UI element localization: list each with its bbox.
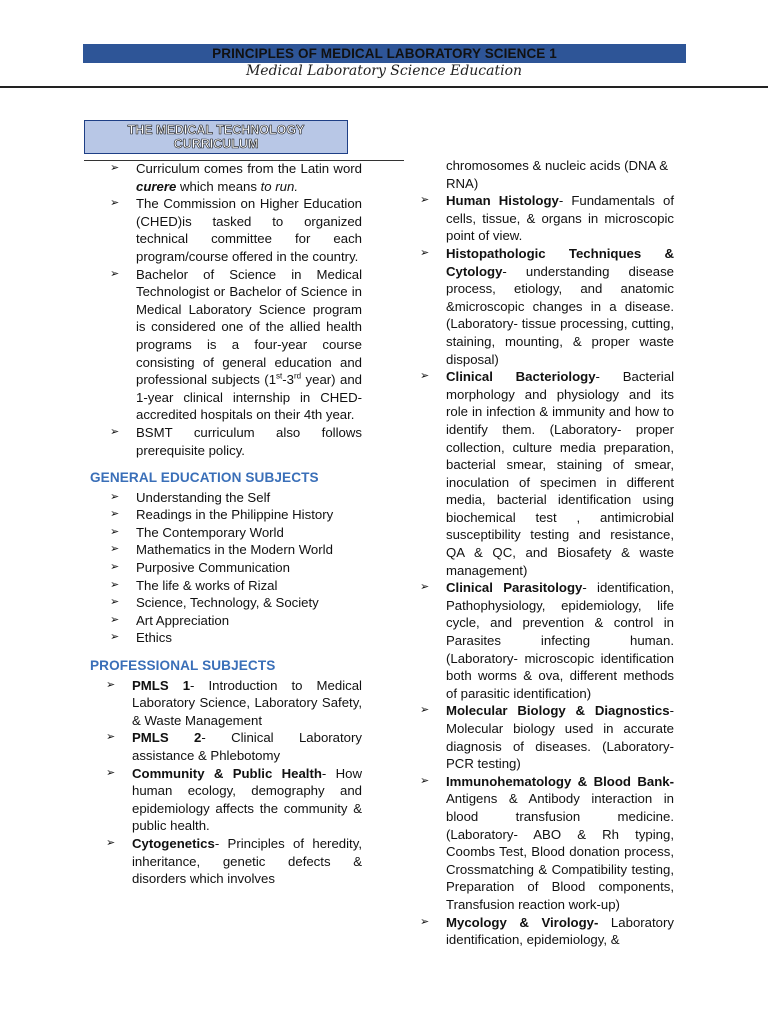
arrow-bullet-icon: ➢: [420, 370, 430, 383]
professional-subjects-heading: PROFESSIONAL SUBJECTS: [90, 658, 276, 674]
arrow-bullet-icon: ➢: [106, 731, 116, 744]
arrow-bullet-icon: ➢: [110, 596, 120, 609]
section-title-box: [84, 120, 348, 154]
list-item: [420, 245, 674, 368]
list-item: [420, 368, 674, 579]
subject-description: - How human ecology, demography and epidemiology affects the community & public health.: [132, 765, 363, 834]
document-title: PRINCIPLES OF MEDICAL LABORATORY SCIENCE 1: [212, 46, 557, 61]
item-text: Purposive Communication: [136, 560, 290, 576]
header-bar: [83, 44, 686, 63]
item-text: Bachelor of Science in Medical Technologist or Bachelor of Science in Medical Laboratory Science program is considered one of the allied health programs is a four-year course consisting of general education and professional subjects (1: [136, 266, 362, 388]
item-text: which means: [176, 178, 261, 194]
list-item: [110, 524, 362, 542]
superscript: st: [276, 371, 283, 381]
arrow-bullet-icon: ➢: [110, 525, 120, 538]
continued-text: chromosomes & nucleic acids (DNA & RNA): [446, 158, 669, 191]
item-text: Mathematics in the Modern World: [136, 542, 333, 558]
list-item: [420, 579, 674, 702]
subject-description: - Clinical Laboratory assistance & Phlebotomy: [132, 730, 362, 763]
arrow-bullet-icon: ➢: [110, 613, 120, 626]
section-title: THE MEDICAL TECHNOLOGY CURRICULUM: [127, 123, 305, 151]
list-item: [420, 702, 674, 772]
list-item: [106, 677, 362, 730]
arrow-bullet-icon: ➢: [110, 631, 120, 644]
list-item: [110, 594, 362, 612]
header-divider: [0, 86, 768, 88]
subject-description: - identification, Pathophysiology, epidemiology, life cycle, and prevention & control in Parasites infecting human. (Laboratory- microscopic identification both worms & ova, different methods of parasitic identification): [446, 580, 674, 701]
subject-name: Community & Public Health: [132, 765, 322, 781]
arrow-bullet-icon: ➢: [110, 578, 120, 591]
list-item: [420, 773, 674, 914]
arrow-bullet-icon: ➢: [110, 162, 120, 174]
subject-description: - understanding disease process, etiology, and anatomic &microscopic changes in a disease. (Laboratory- tissue processing, cutting, staining, mounting, & proper waste disposal): [446, 263, 674, 367]
list-item: [110, 506, 362, 524]
list-item: [110, 195, 362, 265]
subject-name: Clinical Parasitology: [446, 580, 583, 596]
list-item: [106, 765, 362, 835]
item-text: The life & works of Rizal: [136, 577, 278, 593]
left-column: [90, 160, 363, 888]
item-text: Understanding the Self: [136, 489, 271, 505]
item-text: -3: [282, 372, 294, 388]
arrow-bullet-icon: ➢: [110, 425, 120, 438]
arrow-bullet-icon: ➢: [110, 197, 120, 210]
list-item: [110, 629, 362, 647]
arrow-bullet-icon: ➢: [110, 561, 120, 574]
intro-list: [110, 160, 362, 459]
item-text: Readings in the Philippine History: [136, 507, 334, 523]
list-item: [110, 577, 362, 595]
professional-subjects-list: [106, 677, 362, 888]
list-item: [110, 266, 362, 424]
subject-description: - Fundamentals of cells, tissue, & organs in microscopic point of view.: [446, 193, 674, 244]
subject-name: Human Histology: [446, 193, 559, 209]
item-text: year) and 1-year clinical internship in CHED-accredited hospitals on their 4th year.: [136, 372, 362, 423]
list-item: [110, 424, 362, 459]
list-item: [420, 914, 674, 949]
arrow-bullet-icon: ➢: [420, 246, 430, 259]
subject-name: Molecular Biology & Diagnostics: [446, 703, 670, 719]
item-text: Art Appreciation: [136, 612, 230, 628]
right-column: [420, 157, 674, 949]
arrow-bullet-icon: ➢: [106, 678, 116, 691]
arrow-bullet-icon: ➢: [110, 267, 120, 280]
document-subtitle: Medical Laboratory Science Education: [245, 63, 523, 79]
general-education-heading: GENERAL EDUCATION SUBJECTS: [90, 470, 319, 486]
subject-description: - Introduction to Medical Laboratory Science, Laboratory Safety, & Waste Management: [132, 677, 362, 728]
list-item: [420, 192, 674, 245]
subject-description: Laboratory identification, epidemiology, &: [446, 914, 674, 948]
subject-name: PMLS 1: [132, 677, 191, 693]
list-item: [110, 541, 362, 559]
subject-name: Histopathologic Techniques & Cytology: [446, 245, 674, 279]
subject-description: - Principles of heredity, inheritance, genetic defects & disorders which involves: [132, 835, 362, 887]
subject-name: Clinical Bacteriology: [446, 369, 596, 385]
item-text: Science, Technology, & Society: [136, 595, 319, 611]
item-text: BSMT curriculum also follows prerequisite policy.: [136, 424, 362, 458]
item-text: The Contemporary World: [136, 524, 284, 540]
arrow-bullet-icon: ➢: [420, 704, 430, 717]
item-text: Ethics: [136, 630, 172, 646]
subject-description: - Molecular biology used in accurate diagnosis of diseases. (Laboratory- PCR testing): [446, 703, 674, 772]
arrow-bullet-icon: ➢: [106, 766, 116, 779]
list-item: [110, 559, 362, 577]
arrow-bullet-icon: ➢: [420, 915, 430, 928]
subject-description: Antigens & Antibody interaction in blood transfusion medicine. (Laboratory- ABO & Rh typing, Coombs Test, Blood donation process, Crossmatching & Compatibility testing, Preparation of Blood components, Transfusion reaction work-up): [446, 791, 674, 912]
list-item: [110, 160, 362, 195]
subject-description: - Bacterial morphology and physiology and its role in infection & immunity and how to identify them. (Laboratory- proper collection, culture media preparation, bacterial smear, staining of smear, inoculation of specimen in different media, bacterial identification using biochemical test , antimicrobial susceptibility testing and resistance, QA & QC, and Biosafety & waste management): [446, 369, 674, 578]
item-text: The Commission on Higher Education (CHED)is tasked to organized technical committee for each program/course offered in the country.: [136, 196, 362, 264]
item-emphasis: curere: [136, 178, 177, 194]
list-item: [106, 835, 362, 888]
subject-name: Mycology & Virology-: [446, 914, 599, 930]
general-education-list: [110, 489, 362, 647]
list-item: [110, 612, 362, 630]
subject-name: Cytogenetics: [132, 835, 215, 851]
arrow-bullet-icon: ➢: [106, 836, 116, 849]
arrow-bullet-icon: ➢: [110, 508, 120, 521]
arrow-bullet-icon: ➢: [110, 543, 120, 556]
professional-subjects-list-continued: [420, 192, 674, 949]
subject-name: Immunohematology & Blood Bank-: [446, 773, 674, 789]
list-item: [110, 489, 362, 507]
arrow-bullet-icon: ➢: [110, 490, 120, 503]
item-emphasis: to run.: [260, 178, 299, 194]
arrow-bullet-icon: ➢: [420, 581, 430, 594]
arrow-bullet-icon: ➢: [420, 194, 430, 207]
superscript: rd: [294, 371, 302, 381]
subject-name: PMLS 2: [132, 730, 202, 746]
arrow-bullet-icon: ➢: [420, 774, 430, 787]
item-text: Curriculum comes from the Latin word: [136, 161, 362, 176]
list-item: [106, 729, 362, 764]
